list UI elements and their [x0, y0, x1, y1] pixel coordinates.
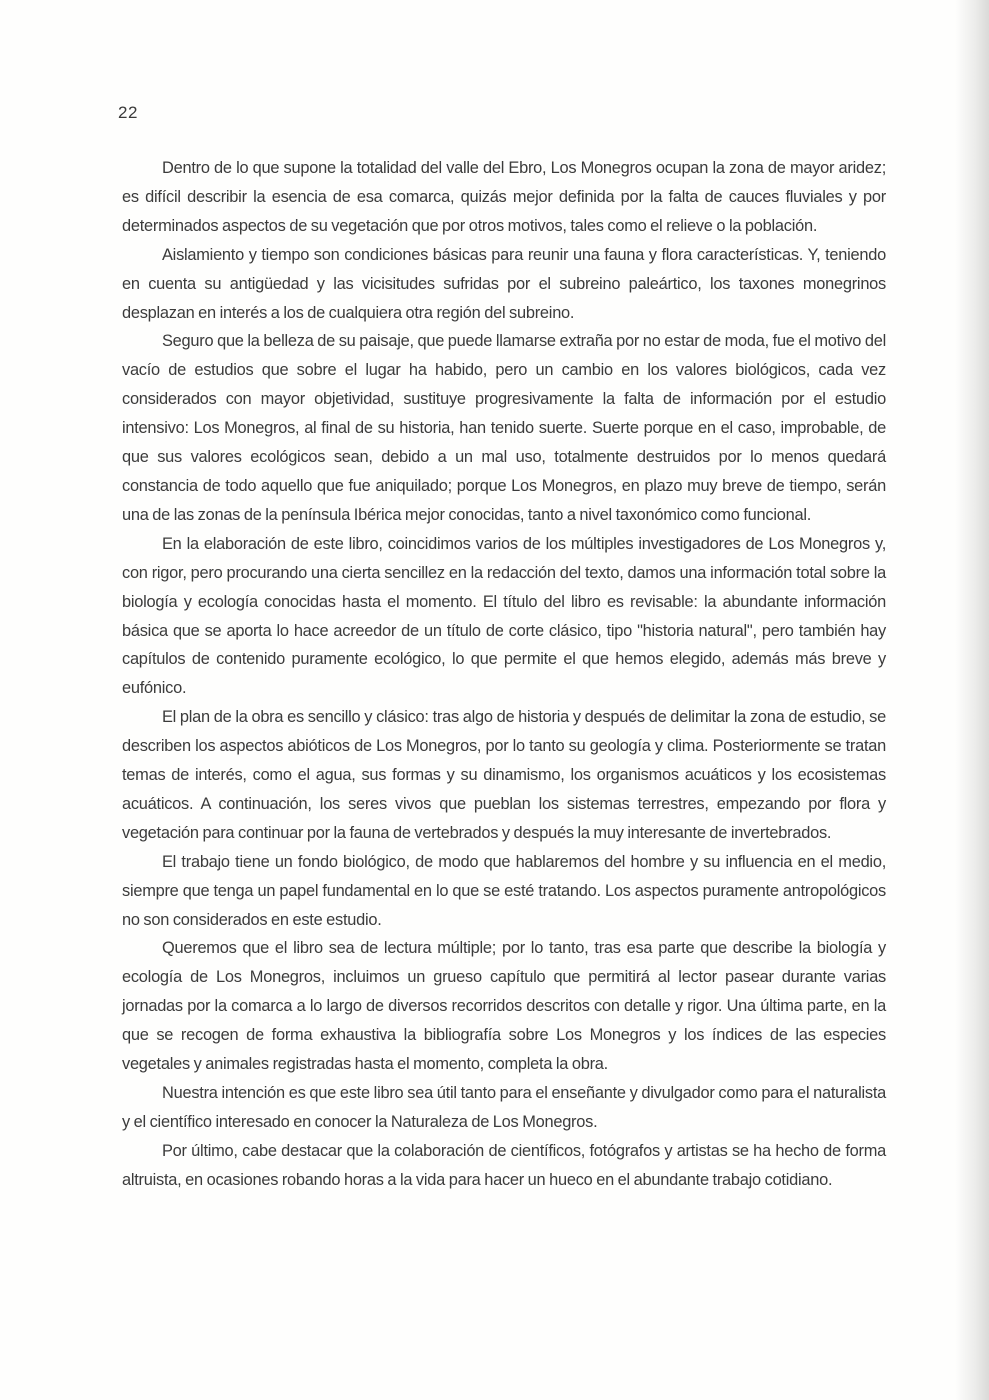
paragraph-5: El plan de la obra es sencillo y clásico: tras algo de historia y después de delimitar la zona de estudio, se describen los aspectos abióticos de Los Monegros, por lo tanto su geología y clima. Posteriormente se tratan temas de interés, como el agua, sus formas y su dinamismo, los organismos acuáticos y los ecosistemas acuáticos. A continuación, los seres vivos que pueblan los sistemas terrestres, empezando por flora y vegetación para continuar por la fauna de vertebrados y después la muy interesante de invertebrados.	[122, 708, 886, 842]
paragraph-6: El trabajo tiene un fondo biológico, de modo que hablaremos del hombre y su influencia en el medio, siempre que tenga un papel fundamental en lo que se esté tratando. Los aspectos puramente antropológicos no son considerados en este estudio.	[122, 852, 886, 929]
paragraph-9: Por último, cabe destacar que la colaboración de científicos, fotógrafos y artistas se ha hecho de forma altruista, en ocasiones robando horas a la vida para hacer un hueco en el abundante trabajo cotidiano.	[122, 1141, 886, 1189]
paragraph-8: Nuestra intención es que este libro sea útil tanto para el enseñante y divulgador como para el naturalista y el científico interesado en conocer la Naturaleza de Los Monegros.	[122, 1084, 886, 1131]
paragraph-2: Aislamiento y tiempo son condiciones básicas para reunir una fauna y flora características. Y, teniendo en cuenta su antigüedad y las vicisitudes sufridas por el subreino paleártico, los taxones monegrinos desplazan en interés a los de cualquiera otra región del subreino.	[122, 245, 886, 322]
page-number: 22	[118, 103, 138, 122]
paragraph-7: Queremos que el libro sea de lectura múltiple; por lo tanto, tras esa parte que describe la biología y ecología de Los Monegros, incluimos un grueso capítulo que permitirá al lector pasear durante varias jornadas por la comarca a lo largo de diversos recorridos descritos con detalle y rigor. Una última parte, en la que se recogen de forma exhaustiva la bibliografía sobre Los Monegros y los índices de las especies vegetales y animales registradas hasta el momento, completa la obra.	[122, 939, 886, 1074]
paragraph-1: Dentro de lo que supone la totalidad del valle del Ebro, Los Monegros ocupan la zona de mayor aridez; es difícil describir la esencia de esa comarca, quizás mejor definida por la falta de cauces fluviales y por determinados aspectos de su vegetación que por otros motivos, tales como el relieve o la población.	[122, 159, 886, 235]
paragraph-3: Seguro que la belleza de su paisaje, que puede llamarse extraña por no estar de moda, fue el motivo del vacío de estudios que sobre el lugar ha habido, pero un cambio en los valores biológicos, cada vez considerados con mayor objetividad, sustituye progresivamente la falta de información por el estudio intensivo: Los Monegros, al final de su historia, han tenido suerte. Suerte porque en el caso, improbable, de que sus valores ecológicos sean, debido a un mal uso, totalmente destruidos por lo menos quedará constancia de todo aquello que fue aniquilado; porque Los Monegros, en plazo muy breve de tiempo, serán una de las zonas de la península Ibérica mejor conocidas, tanto a nivel taxonómico como funcional.	[122, 332, 886, 524]
paragraph-4: En la elaboración de este libro, coincidimos varios de los múltiples investigadores de Los Monegros y, con rigor, pero procurando una cierta sencillez en la redacción del texto, damos una información total sobre la biología y ecología conocidas hasta el momento. El título del libro es revisable: la abundante información básica que se aporta lo hace acreedor de un título de corte clásico, tipo "historia natural", pero también hay capítulos de contenido puramente ecológico, lo que permite el que hemos elegido, además más breve y eufónico.	[122, 534, 886, 698]
body-text	[122, 154, 886, 1195]
page-edge-shadow	[955, 0, 989, 1400]
